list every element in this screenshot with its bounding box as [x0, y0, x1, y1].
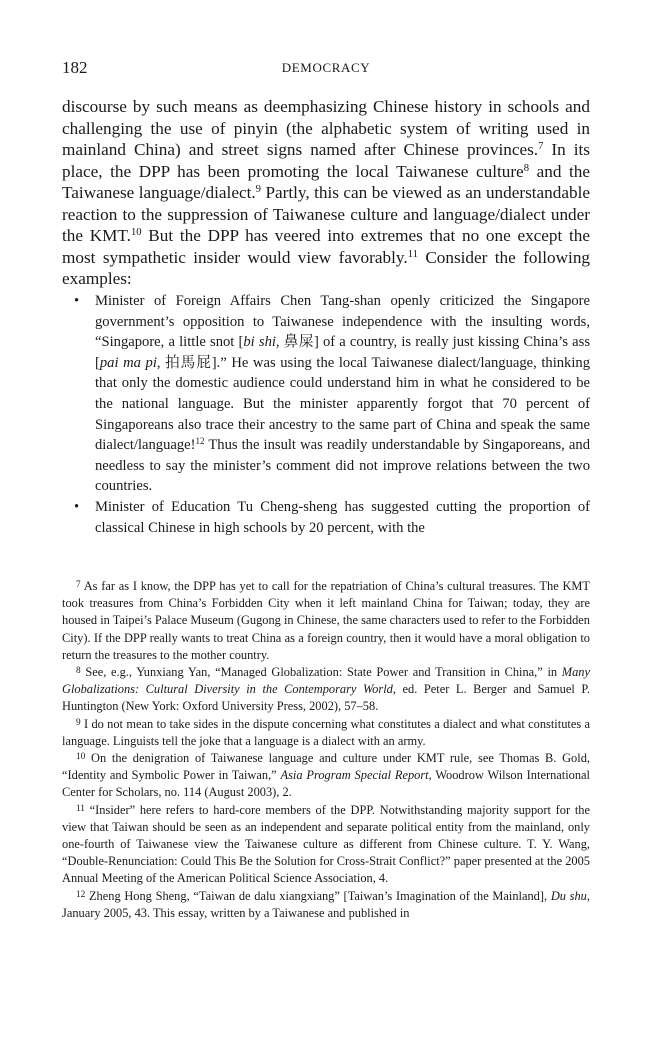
body-text-1: discourse by such means as deemphasizing Chinese history in schools and challenging the use of pinyin (the alphabetic system of writing used in mainland China) and street signs named after Chinese provinces.: [62, 97, 590, 159]
running-head: DEMOCRACY: [281, 60, 371, 75]
footnote-7: [62, 578, 590, 664]
footnote-ref-8[interactable]: 8: [523, 162, 530, 174]
footnote-ref-9[interactable]: 9: [255, 184, 261, 196]
footnotes: [62, 578, 590, 922]
footnote-text: , Woodrow Wilson International Center for Scholars, no. 114 (August 2003), 2.: [62, 768, 590, 800]
bullet-1-text-b: ] of a country, is really just kissing China’s ass [: [95, 334, 591, 371]
footnote-text: I do not mean to take sides in the dispute concerning what constitutes a dialect and what constitutes a language. Linguists tell the joke that a language is a dialect with an army.: [62, 716, 590, 748]
footnote-ref-11[interactable]: 11: [407, 248, 418, 260]
footnote-text: , January 2005, 43. This essay, written by a Taiwanese and published in: [62, 888, 590, 920]
body-paragraph: [62, 96, 590, 290]
footnote-number: 9: [76, 717, 81, 728]
examples-list: [62, 291, 590, 538]
body-text-4: Partly, this can be viewed as an understandable reaction to the suppression of Taiwanese culture and language/dialect under the KMT.: [62, 183, 590, 245]
footnote-12: [62, 888, 590, 922]
footnote-text: “Insider” here refers to hard-core members of the DPP. Notwithstanding majority support for the view that Taiwan should be seen as an independent and separate political entity from the mainland, only one-fourth of Taiwanese view the Taiwanese culture as different from Chinese culture. T. Y. Wang, “Double-Renunciation: Could This Be the Solution for Cross-Strait Conflict?” paper presented at the 2005 Annual Meeting of the American Political Science Association, 4.: [62, 802, 590, 886]
body-text-6: Consider the following examples:: [62, 247, 591, 288]
footnote-ref-12[interactable]: 12: [195, 436, 205, 447]
bullet-icon: •: [74, 498, 80, 515]
book-title: Many Globalizations: Cultural Diversity in the Contemporary World: [62, 665, 590, 697]
footnote-text: , ed. Peter L. Berger and Samuel P. Huntington (New York: Oxford University Press, 2002), 57–58.: [62, 682, 591, 714]
footnote-text: Zheng Hong Sheng, “Taiwan de dalu xiangxiang” [Taiwan’s Imagination of the Mainland],: [85, 888, 551, 903]
body-text-2: In its place, the DPP has been promoting the local Taiwanese culture: [62, 140, 590, 181]
footnote-number: 7: [76, 579, 81, 590]
footnote-ref-7[interactable]: 7: [538, 141, 544, 153]
footnote-number: 11: [76, 803, 85, 814]
footnote-9: [62, 716, 590, 750]
bullet-1-text-d: Thus the insult was readily understandable by Singaporeans, and needless to say the minister’s comment did not improve relations between the two countries.: [95, 437, 590, 495]
page-header: [62, 58, 590, 80]
chinese-characters: 鼻屎: [283, 334, 314, 351]
separator: ,: [156, 354, 166, 371]
bullet-icon: •: [74, 293, 80, 309]
footnote-number: 8: [76, 665, 81, 676]
footnote-number: 12: [76, 889, 86, 900]
footnote-text: On the denigration of Taiwanese language and culture under KMT rule, see Thomas B. Gold, “Identity and Symbolic Power in Taiwan,”: [62, 751, 590, 783]
body-text-3: and the Taiwanese language/dialect.: [62, 161, 590, 202]
footnote-ref-10[interactable]: 10: [130, 227, 142, 239]
bullet-2-text: Minister of Education Tu Cheng-sheng has suggested cutting the proportion of classical Chinese in high schools by 20 percent, with the: [95, 498, 590, 536]
list-item: [62, 497, 590, 538]
journal-title: Du shu: [550, 888, 587, 903]
separator: ,: [275, 334, 284, 351]
pinyin-term: pai ma pi: [99, 354, 157, 371]
footnote-number: 10: [76, 751, 86, 762]
footnote-text: As far as I know, the DPP has yet to call for the repatriation of China’s cultural treasures. The KMT took treasures from China’s Forbidden City when it left mainland China for Taiwan; today, they are housed in Taipei’s Palace Museum (Gugong in Chinese, the same characters used to refer to the Forbidden City). If the DPP really wants to treat China as a foreign country, then it would have a moral obligation to return the treasures to the mother country.: [62, 579, 590, 662]
report-title: Asia Program Special Report: [280, 768, 429, 783]
bullet-1-text-a: Minister of Foreign Affairs Chen Tang-shan openly criticized the Singapore government’s opposition to Taiwanese independence with the insulting words, “Singapore, a little snot [: [95, 293, 590, 351]
footnote-8: [62, 664, 590, 716]
footnote-10: [62, 750, 590, 802]
footnote-text: See, e.g., Yunxiang Yan, “Managed Globalization: State Power and Transition in China,” in: [80, 665, 562, 680]
body-text-5: But the DPP has veered into extremes that no one except the most sympathetic insider would view favorably.: [62, 226, 591, 267]
list-item: [62, 291, 590, 497]
bullet-1-text-c: ].” He was using the local Taiwanese dialect/language, thinking that only the domestic audience could understand him in what he considered to be the national language. But the minister apparently forgot that 70 percent of Singaporeans also trace their ancestry to the same part of China and speak the same dialect/language!: [95, 354, 590, 454]
pinyin-term: bi shi: [243, 334, 276, 351]
page-number: 182: [62, 58, 88, 77]
chinese-characters: 拍馬屁: [165, 354, 212, 371]
footnote-11: [62, 802, 590, 888]
